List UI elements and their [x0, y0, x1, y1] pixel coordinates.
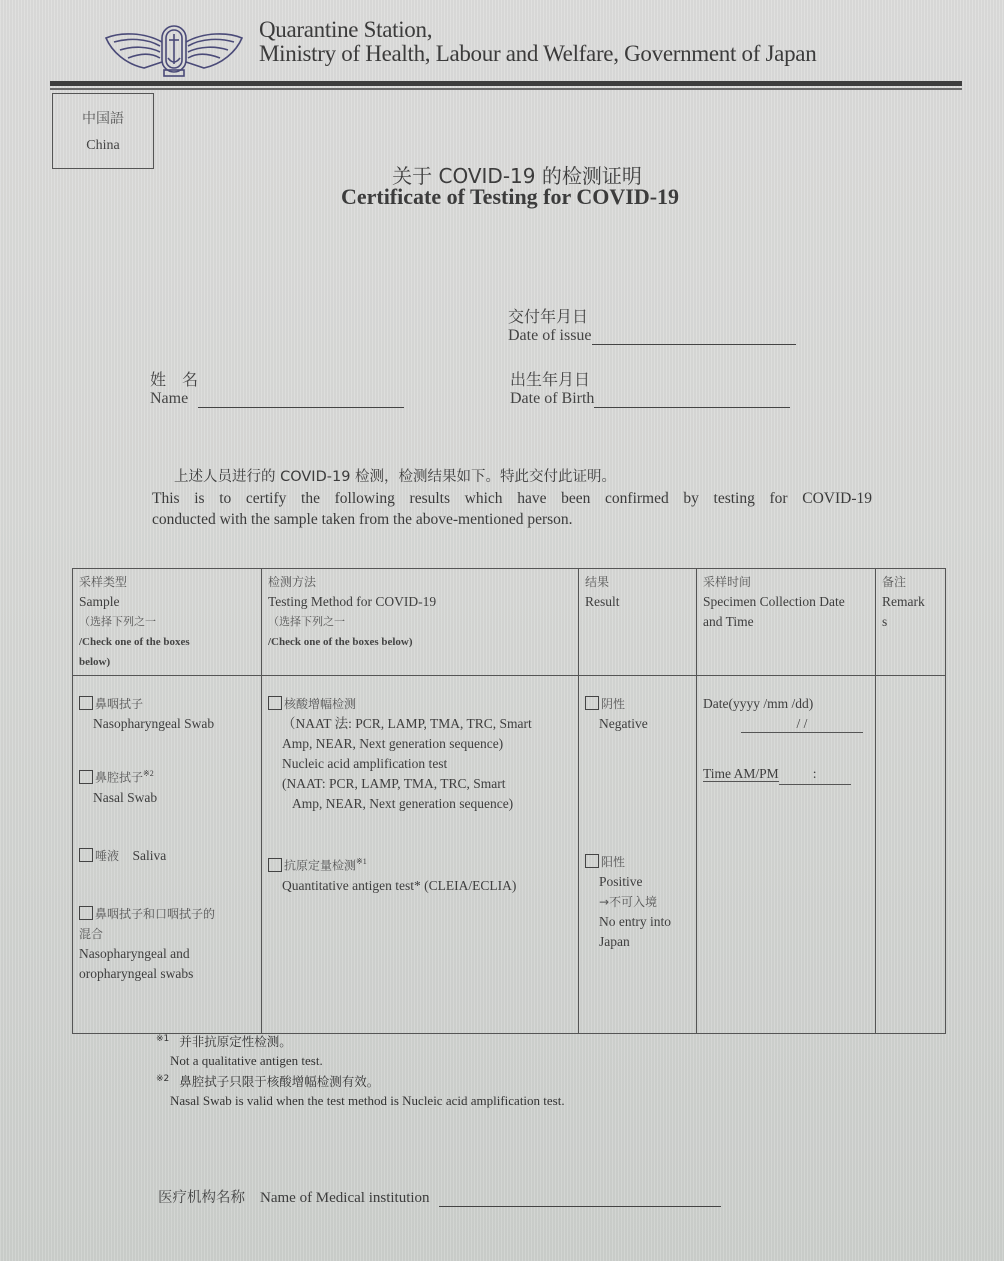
name-field	[150, 367, 404, 408]
method-label-zh: 抗原定量检测	[284, 858, 357, 873]
result-label-zh: 阴性	[601, 697, 626, 711]
header-collection	[697, 569, 876, 676]
header-method	[262, 569, 579, 676]
checkbox-positive[interactable]	[585, 854, 599, 868]
result-label-en: Positive	[599, 874, 643, 889]
sample-label-en: Nasopharyngeal Swab	[93, 716, 215, 731]
sample-options	[73, 676, 262, 1034]
checkbox-quantitative-antigen[interactable]	[268, 858, 282, 872]
footnote-zh: 并非抗原定性检测。	[179, 1034, 292, 1050]
footnote-zh: 鼻腔拭子只限于核酸增幅检测有效。	[179, 1074, 380, 1090]
sample-label-en2: oropharyngeal swabs	[79, 965, 194, 981]
checkbox-naso-oropharyngeal[interactable]	[79, 906, 93, 920]
method-options	[262, 676, 579, 1034]
winged-anchor-emblem-icon	[104, 22, 244, 78]
header-method-note-zh: （选择下列之一	[268, 615, 345, 628]
name-input[interactable]	[198, 391, 404, 408]
header-sample-zh: 采样类型	[79, 575, 128, 589]
collection-date-label: Date(yyyy /mm /dd)	[703, 696, 814, 711]
result-option-negative[interactable]	[585, 694, 690, 734]
org-line-2: Ministry of Health, Labour and Welfare, Government of Japan	[259, 41, 817, 66]
date-of-birth-field	[510, 367, 790, 408]
medical-institution-field	[158, 1186, 721, 1207]
method-label-zh: 核酸增幅检测	[284, 697, 357, 711]
statement-zh: 上述人员进行的 COVID-19 检测，检测结果如下。特此交付此证明。	[174, 469, 617, 485]
date-of-issue-field	[508, 304, 796, 345]
header-result	[579, 569, 697, 676]
checkbox-saliva[interactable]	[79, 848, 93, 862]
checkbox-nasopharyngeal-swab[interactable]	[79, 696, 93, 710]
sample-label-en: Nasopharyngeal and	[79, 945, 190, 961]
footnotes	[156, 1030, 565, 1110]
date-of-birth-label: Date of Birth	[510, 390, 595, 407]
certification-statement	[152, 467, 872, 530]
date-of-birth-input[interactable]	[594, 391, 790, 408]
org-line-1: Quarantine Station,	[259, 17, 433, 42]
method-label-en: Quantitative antigen test* (CLEIA/ECLIA)	[282, 877, 517, 893]
header-remarks-en2: s	[882, 614, 888, 629]
method-desc-line: （NAAT 法: PCR, LAMP, TMA, TRC, Smart	[282, 716, 532, 731]
date-of-issue-label-zh: 交付年月日	[508, 307, 589, 326]
institution-label: Name of Medical institution	[260, 1190, 430, 1206]
header-method-zh: 检测方法	[268, 575, 317, 589]
checkbox-negative[interactable]	[585, 696, 599, 710]
checkbox-naat[interactable]	[268, 696, 282, 710]
sample-label-zh: 唾液	[95, 848, 120, 863]
name-label: Name	[150, 390, 189, 407]
date-of-issue-input[interactable]	[592, 328, 796, 345]
sample-option-nasopharyngeal[interactable]	[79, 694, 255, 734]
sample-label-zh: 鼻咽拭子和口咽拭子的	[95, 906, 216, 921]
header-collection-zh: 采样时间	[703, 575, 752, 589]
method-option-antigen[interactable]	[268, 852, 572, 896]
method-desc-line: Amp, NEAR, Next generation sequence)	[282, 736, 504, 751]
table-header-row	[73, 569, 946, 676]
sample-label-zh: 鼻腔拭子	[95, 770, 144, 785]
statement-en-line2: conducted with the sample taken from the above-mentioned person.	[152, 511, 573, 528]
header-sample-note-en2: below)	[79, 656, 111, 668]
collection-time-input[interactable]: :	[779, 764, 851, 785]
header-collection-en: Specimen Collection Date	[703, 594, 845, 609]
header-rule-thin	[50, 88, 962, 90]
result-label-en: Negative	[599, 716, 648, 731]
date-of-birth-label-zh: 出生年月日	[510, 370, 591, 389]
result-option-positive[interactable]	[585, 852, 690, 952]
header-result-en: Result	[585, 594, 620, 609]
collection-date-input[interactable]: / /	[741, 714, 863, 733]
header-remarks-en: Remark	[882, 594, 925, 609]
header-rule	[50, 81, 962, 86]
sample-option-nasal[interactable]	[79, 764, 255, 808]
header-sample-note-zh: （选择下列之一	[79, 615, 156, 628]
date-of-issue-label: Date of issue	[508, 327, 592, 344]
sample-label-zh2: 混合	[79, 926, 104, 941]
footnote-en: Not a qualitative antigen test.	[170, 1053, 323, 1069]
header-sample-en: Sample	[79, 594, 120, 609]
header-sample-note-en: /Check one of the boxes	[79, 636, 190, 648]
sample-option-saliva[interactable]	[79, 846, 255, 866]
header-remarks	[876, 569, 946, 676]
table-body-row	[73, 676, 946, 1034]
sample-option-naso-oropharyngeal[interactable]	[79, 904, 255, 984]
header-method-en: Testing Method for COVID-19	[268, 594, 437, 609]
header-result-zh: 结果	[585, 575, 610, 589]
collection-time-label: Time AM/PM	[703, 766, 779, 781]
sample-label-en: Saliva	[132, 847, 167, 863]
remarks-cell[interactable]	[876, 676, 946, 1034]
method-label-en: Nucleic acid amplification test	[282, 756, 448, 771]
footnote-mark: ※2	[156, 1074, 170, 1085]
header-method-note-en: /Check one of the boxes below)	[268, 636, 413, 648]
sample-label-en: Nasal Swab	[93, 789, 158, 805]
organization-header	[259, 18, 816, 66]
checkbox-nasal-swab[interactable]	[79, 770, 93, 784]
footnote-mark: ※1	[156, 1034, 170, 1044]
institution-input[interactable]	[439, 1190, 721, 1207]
no-entry-zh: →不可入境	[599, 895, 658, 909]
language-zh: 中国語	[82, 112, 124, 127]
collection-cell	[697, 676, 876, 1034]
language-box	[52, 93, 154, 169]
header-collection-en2: and Time	[703, 614, 754, 629]
method-option-naat[interactable]	[268, 694, 572, 814]
test-results-table	[72, 568, 946, 1034]
footnote-1	[156, 1030, 565, 1070]
method-desc-line: (NAAT: PCR, LAMP, TMA, TRC, Smart	[282, 776, 506, 791]
title-zh: 关于 COVID-19 的检测证明	[392, 164, 642, 188]
footnote-mark: ※2	[143, 769, 154, 778]
name-label-zh: 姓 名	[150, 370, 199, 389]
footnote-en: Nasal Swab is valid when the test method is Nucleic acid amplification test.	[170, 1093, 565, 1109]
result-label-zh: 阳性	[601, 855, 626, 869]
method-desc-line: Amp, NEAR, Next generation sequence)	[292, 796, 514, 811]
no-entry-en2: Japan	[599, 934, 630, 949]
statement-en-line1: This is to certify the following results which have been confirmed by testing for COVID-19	[152, 490, 872, 507]
result-options	[579, 676, 697, 1034]
language-en: China	[86, 138, 120, 153]
header-remarks-zh: 备注	[882, 575, 907, 589]
header-sample	[73, 569, 262, 676]
institution-label-zh: 医疗机构名称	[158, 1190, 245, 1206]
footnote-mark: ※1	[356, 857, 367, 866]
no-entry-en: No entry into	[599, 914, 671, 929]
footnote-2	[156, 1070, 565, 1110]
sample-label-zh: 鼻咽拭子	[95, 697, 144, 711]
page-title: Certificate of Testing for COVID-19	[340, 184, 680, 209]
